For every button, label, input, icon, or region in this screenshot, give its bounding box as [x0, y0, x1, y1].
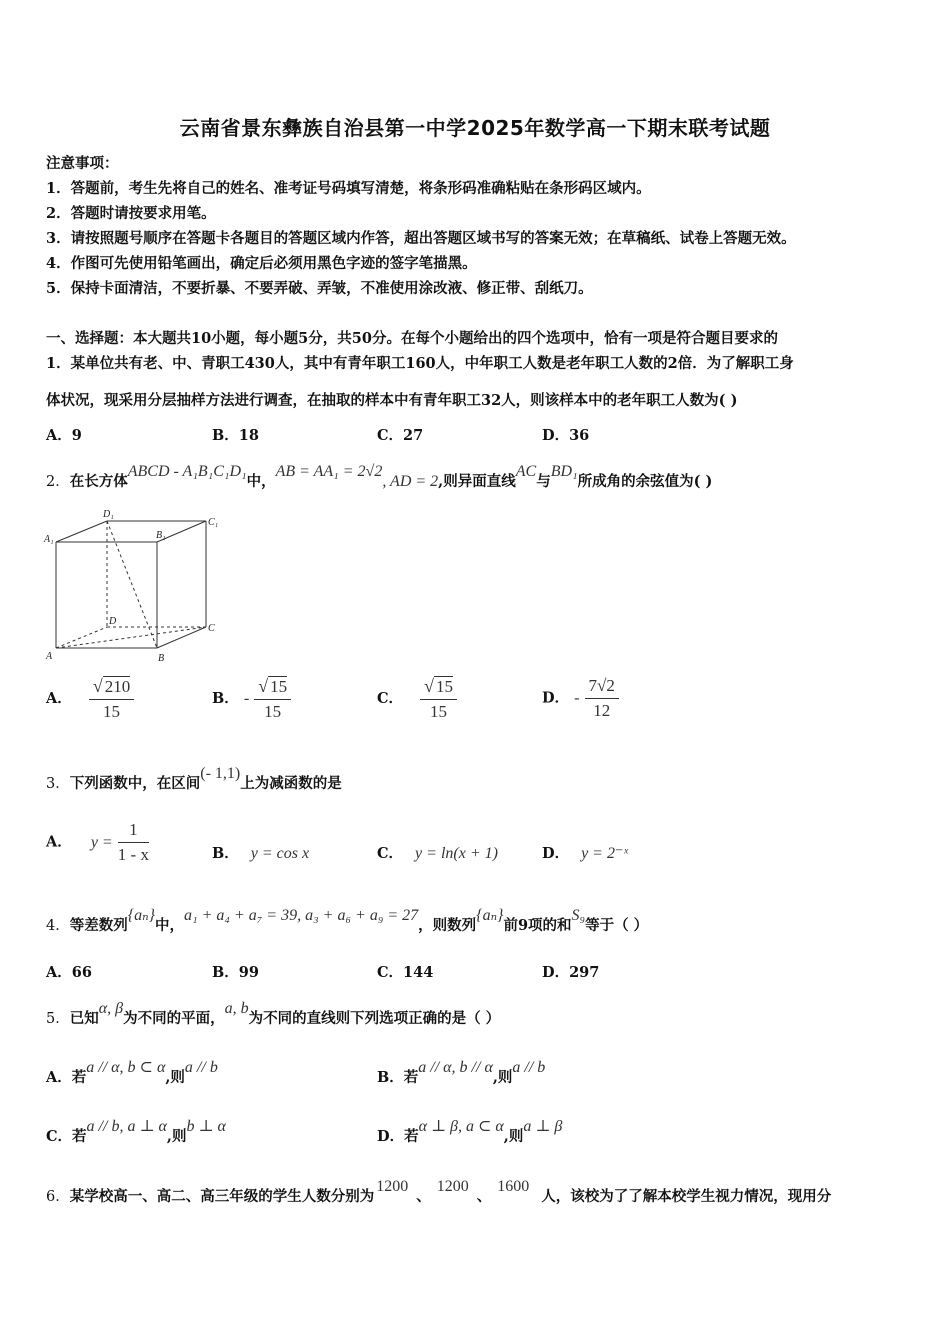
q4-text-3: ，则数列 [418, 917, 477, 934]
notice-item-1: 1．答题前，考生先将自己的姓名、准考证号码填写清楚，将条形码准确粘贴在条形码区域内。 [46, 180, 651, 197]
q3-option-c-label: C． [377, 845, 404, 862]
q5-option-b-result: a // b [512, 1059, 546, 1076]
q2-edge-condition: AB = AA₁ = 2√2 [275, 463, 383, 480]
q4-sequence-2: {aₙ} [476, 907, 504, 924]
vertex-c1: C₁ [208, 517, 219, 528]
q5-option-a-condition: a // α, b ⊂ α [86, 1059, 166, 1076]
q2-text-4: 与 [536, 473, 551, 490]
q6-count-grade3: 1600 [497, 1178, 530, 1195]
q6-number: 6． [46, 1189, 70, 1205]
q2-option-c-denominator: 15 [430, 702, 448, 721]
q5-number: 5． [46, 1011, 70, 1027]
q3-option-a-fraction [118, 820, 149, 865]
q5-text-2: 为不同的平面， [123, 1010, 225, 1027]
vertex-b: B [158, 653, 165, 664]
q2-option-c-fraction: $\frac{√ 15}{15}$ [420, 676, 457, 722]
q2-option-d[interactable] [542, 676, 619, 721]
q2-option-a-fraction: $\frac{√ 210}{15}$ [89, 676, 134, 722]
q2-option-c[interactable] [377, 676, 457, 722]
q2-option-a-numerator: 210 [104, 677, 131, 696]
q4-option-b[interactable]: B．99 [212, 964, 259, 981]
q3-option-b[interactable] [212, 842, 309, 863]
q1-option-b[interactable]: B．18 [212, 427, 259, 444]
q5-option-a-then: ,则 [165, 1069, 185, 1086]
q4-sum: S₉ [571, 907, 586, 924]
notice-heading: 注意事项： [46, 155, 119, 172]
vertex-d: D [109, 616, 117, 627]
q5-option-d-condition: α ⊥ β, a ⊂ α [418, 1118, 504, 1135]
q2-option-b-sign: - [243, 690, 250, 707]
q3-option-a-label: A． [46, 833, 72, 851]
q2-line-ac: AC [515, 463, 537, 480]
q5-option-d-label: D．若 [377, 1128, 419, 1145]
q2-option-d-sign: - [574, 689, 580, 707]
q4-option-d[interactable]: D．297 [542, 964, 600, 981]
vertex-a: A [46, 651, 53, 662]
q2-text-2: 中， [246, 473, 276, 490]
q2-option-d-denominator: 12 [593, 701, 611, 720]
q5-option-c[interactable] [46, 1118, 226, 1146]
q5-option-c-result: b ⊥ α [186, 1118, 226, 1135]
section-heading: 一、选择题：本大题共10小题，每小题5分，共50分。在每个小题给出的四个选项中，恰有一项是符合题目要求的 [46, 330, 778, 347]
q6-stem [46, 1178, 832, 1206]
q2-option-c-label: C． [377, 690, 404, 707]
q2-option-a[interactable] [46, 676, 134, 722]
q2-option-d-fraction [585, 676, 619, 721]
q2-ad-condition: , AD = 2 [382, 473, 439, 490]
q3-option-b-label: B． [212, 845, 239, 862]
q4-text-4: 前9项的和 [503, 917, 572, 934]
notice-item-3: 3．请按照题号顺序在答题卡各题目的答题区域内作答，超出答题区域书写的答案无效；在草稿纸、试卷上答题无效。 [46, 230, 796, 247]
q5-option-a-result: a // b [184, 1059, 218, 1076]
q2-text-3: ,则异面直线 [438, 473, 516, 490]
q5-text-1: 已知 [69, 1010, 99, 1027]
q3-option-a-denominator: 1 - x [117, 845, 149, 864]
q3-text-2: 上为减函数的是 [240, 775, 342, 792]
q5-text-3: 为不同的直线则下列选项正确的是（ ） [248, 1010, 501, 1027]
q4-conditions: a₁ + a₄ + a₇ = 39, a₃ + a₆ + a₉ = 27 [184, 907, 419, 924]
q5-option-d[interactable] [377, 1118, 563, 1146]
q4-text-2: 中， [155, 917, 185, 934]
q5-stem [46, 1000, 501, 1028]
notice-item-4: 4．作图可先使用铅笔画出，确定后必须用黑色字迹的签字笔描黑。 [46, 255, 477, 272]
q2-option-a-label: A． [46, 690, 72, 707]
q3-option-b-expr: y = cos x [250, 845, 310, 862]
q1-option-d[interactable]: D．36 [542, 427, 590, 444]
q6-sep-2: 、 [476, 1188, 492, 1205]
q6-count-grade1: 1200 [376, 1178, 409, 1195]
q2-option-a-denominator: 15 [103, 702, 121, 721]
q5-option-d-then: ,则 [503, 1128, 524, 1145]
q2-option-b-label: B． [212, 690, 239, 707]
q2-line-bd1: BD₁ [550, 463, 578, 480]
q2-text-5: 所成角的余弦值为( ) [577, 473, 713, 490]
q6-text-1: 某学校高一、高二、高三年级的学生人数分别为 [69, 1188, 375, 1205]
q4-sequence: {aₙ} [127, 907, 156, 924]
q4-option-c[interactable]: C．144 [377, 964, 434, 981]
q2-option-b-numerator: 15 [270, 677, 288, 696]
q5-option-c-then: ,则 [166, 1128, 187, 1145]
vertex-b1: B₁ [156, 530, 166, 541]
q3-text-1: 下列函数中，在区间 [69, 775, 201, 792]
q4-stem [46, 907, 649, 935]
q3-option-c[interactable] [377, 842, 498, 863]
vertex-a1: A₁ [44, 534, 54, 545]
q1-line2: 体状况，现采用分层抽样方法进行调查，在抽取的样本中有青年职工32人，则该样本中的老年职工人数为( ) [46, 392, 738, 409]
q5-option-d-result: a ⊥ β [523, 1118, 563, 1135]
q2-text-1: 在长方体 [69, 473, 128, 490]
q3-interval: (- 1,1) [200, 765, 241, 782]
q4-text-5: 等于（ ） [585, 917, 649, 934]
q5-option-c-label: C．若 [46, 1128, 87, 1145]
q6-count-grade2: 1200 [436, 1178, 469, 1195]
q3-option-d-expr: y = 2⁻ˣ [581, 845, 628, 862]
q3-option-a-lhs: y = [90, 833, 113, 851]
q6-text-2: 人，该校为了了解本校学生视力情况，现用分 [541, 1188, 832, 1205]
q5-planes: α, β [98, 1000, 124, 1017]
q2-option-b-denominator: 15 [264, 702, 282, 721]
q1-option-a[interactable]: A．9 [46, 427, 82, 444]
q2-number: 2． [46, 474, 70, 490]
cuboid-figure [40, 505, 230, 665]
q1-option-c[interactable]: C．27 [377, 427, 424, 444]
q5-option-b-label: B．若 [377, 1069, 419, 1086]
q2-option-b-fraction: $\frac{√ 15}{15}$ [254, 676, 291, 722]
q3-option-c-expr: y = ln(x + 1) [415, 845, 498, 862]
q3-number: 3． [46, 776, 70, 792]
q5-lines: a, b [224, 1000, 249, 1017]
q2-cuboid: ABCD - A₁B₁C₁D₁ [127, 463, 247, 480]
q2-option-c-numerator: 15 [436, 677, 453, 696]
q2-option-d-numerator: 7√2 [585, 676, 619, 699]
q2-stem [46, 463, 713, 491]
q6-sep-1: 、 [416, 1188, 431, 1205]
q1-line1: 1．某单位共有老、中、青职工430人，其中有青年职工160人，中年职工人数是老年职工人数的2倍．为了解职工身 [46, 355, 794, 372]
vertex-c: C [208, 623, 215, 634]
q5-option-a-label: A．若 [46, 1069, 87, 1086]
q5-option-c-condition: a // b, a ⊥ α [86, 1118, 167, 1135]
q5-option-a[interactable] [46, 1059, 218, 1087]
q5-option-b-condition: a // α, b // α [418, 1059, 493, 1076]
q4-option-a[interactable]: A．66 [46, 964, 92, 981]
notice-item-2: 2．答题时请按要求用笔。 [46, 205, 216, 222]
q3-stem [46, 765, 342, 793]
q2-option-b[interactable] [212, 676, 291, 722]
q3-option-a[interactable] [46, 820, 149, 865]
q3-option-d-label: D． [542, 845, 570, 862]
exam-title: 云南省景东彝族自治县第一中学2025年数学高一下期末联考试题 [179, 116, 771, 140]
q4-text-1: 等差数列 [69, 917, 128, 934]
q2-option-d-label: D． [542, 689, 570, 707]
vertex-d1: D₁ [103, 509, 114, 520]
q5-option-b-then: ,则 [492, 1069, 513, 1086]
q3-option-d[interactable] [542, 842, 628, 863]
q4-number: 4． [46, 918, 70, 934]
q5-option-b[interactable] [377, 1059, 546, 1087]
notice-item-5: 5．保持卡面清洁，不要折暴、不要弄破、弄皱，不准使用涂改液、修正带、刮纸刀。 [46, 280, 593, 297]
q3-option-a-numerator: 1 [118, 820, 149, 843]
